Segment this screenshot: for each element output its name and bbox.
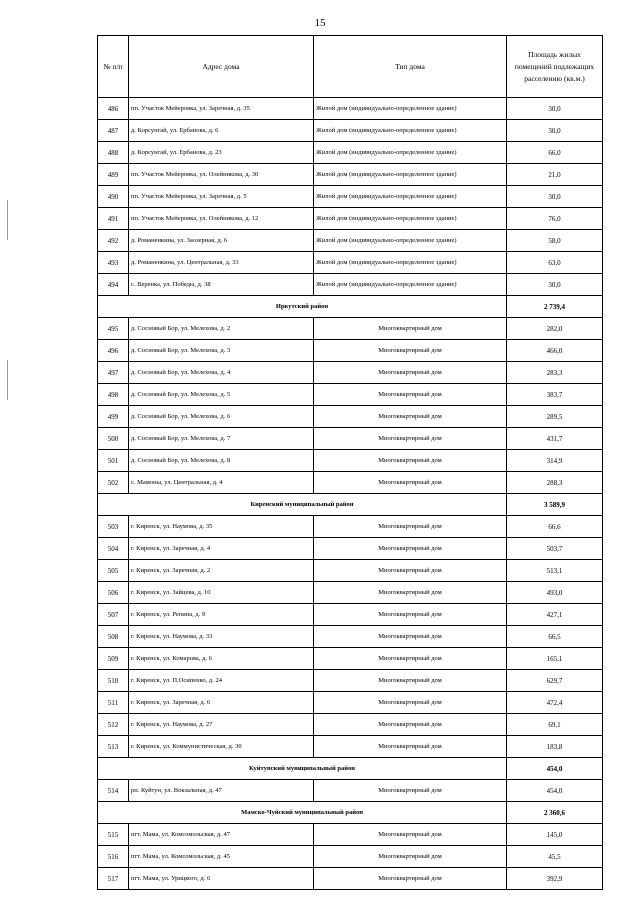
row-area: 45,5 bbox=[507, 846, 603, 868]
row-area: 58,0 bbox=[507, 230, 603, 252]
row-area: 21,0 bbox=[507, 164, 603, 186]
row-type: Жилой дом (индивидуально-определенное здание) bbox=[314, 208, 507, 230]
district-row bbox=[98, 758, 603, 780]
table-row bbox=[98, 450, 603, 472]
row-address: г. Киренск, ул. Наумова, д. 33 bbox=[129, 626, 314, 648]
table-row bbox=[98, 230, 603, 252]
table-row bbox=[98, 472, 603, 494]
table-row bbox=[98, 516, 603, 538]
row-number: 494 bbox=[98, 274, 129, 296]
row-number: 492 bbox=[98, 230, 129, 252]
district-total: 454,0 bbox=[507, 758, 603, 780]
housing-table bbox=[97, 35, 603, 890]
row-type: Многоквартирный дом bbox=[314, 714, 507, 736]
table-row bbox=[98, 98, 603, 120]
table-row bbox=[98, 670, 603, 692]
table-row bbox=[98, 318, 603, 340]
row-type: Многоквартирный дом bbox=[314, 626, 507, 648]
row-area: 503,7 bbox=[507, 538, 603, 560]
row-area: 427,1 bbox=[507, 604, 603, 626]
table-row bbox=[98, 626, 603, 648]
row-address: д. Романенкина, ул. Центральная, д. 33 bbox=[129, 252, 314, 274]
margin-mark bbox=[7, 360, 8, 400]
row-address: пгт. Мама, ул. Урицкого, д. 6 bbox=[129, 868, 314, 890]
district-name: Киренский муниципальный район bbox=[98, 494, 507, 516]
row-type: Многоквартирный дом bbox=[314, 670, 507, 692]
row-address: г. Киренск, ул. Наумова, д. 27 bbox=[129, 714, 314, 736]
row-area: 30,0 bbox=[507, 186, 603, 208]
row-address: д. Корсунгай, ул. Ербанова, д. 6 bbox=[129, 120, 314, 142]
row-area: 66,6 bbox=[507, 516, 603, 538]
row-number: 489 bbox=[98, 164, 129, 186]
row-address: г. Киренск, ул. Наумова, д. 35 bbox=[129, 516, 314, 538]
row-number: 517 bbox=[98, 868, 129, 890]
district-name: Мамско-Чуйский муниципальный район bbox=[98, 802, 507, 824]
row-type: Многоквартирный дом bbox=[314, 538, 507, 560]
row-number: 488 bbox=[98, 142, 129, 164]
row-type: Жилой дом (индивидуально-определенное здание) bbox=[314, 98, 507, 120]
row-area: 183,8 bbox=[507, 736, 603, 758]
row-area: 66,5 bbox=[507, 626, 603, 648]
row-address: г. Киренск, ул. Заречная, д. 6 bbox=[129, 692, 314, 714]
row-number: 498 bbox=[98, 384, 129, 406]
row-area: 472,4 bbox=[507, 692, 603, 714]
row-type: Многоквартирный дом bbox=[314, 428, 507, 450]
row-area: 629,7 bbox=[507, 670, 603, 692]
table-row bbox=[98, 406, 603, 428]
row-address: д. Романенкина, ул. Заозерная, д. 6 bbox=[129, 230, 314, 252]
row-address: г. Киренск, ул. Коммунистическая, д. 30 bbox=[129, 736, 314, 758]
row-type: Многоквартирный дом bbox=[314, 340, 507, 362]
table-row bbox=[98, 340, 603, 362]
row-type: Многоквартирный дом bbox=[314, 472, 507, 494]
row-type: Многоквартирный дом bbox=[314, 824, 507, 846]
row-address: пп. Участок Мейеровка, ул. Заречная, д. 35 bbox=[129, 98, 314, 120]
row-number: 499 bbox=[98, 406, 129, 428]
table-row bbox=[98, 604, 603, 626]
row-number: 503 bbox=[98, 516, 129, 538]
row-address: д. Сосновый Бор, ул. Мелехова, д. 6 bbox=[129, 406, 314, 428]
row-number: 511 bbox=[98, 692, 129, 714]
row-type: Жилой дом (индивидуально-определенное здание) bbox=[314, 252, 507, 274]
table-row bbox=[98, 252, 603, 274]
row-number: 513 bbox=[98, 736, 129, 758]
header-area: Площадь жилых помещений подлежащих расселению (кв.м.) bbox=[507, 36, 603, 98]
row-area: 466,0 bbox=[507, 340, 603, 362]
row-type: Многоквартирный дом bbox=[314, 406, 507, 428]
row-number: 506 bbox=[98, 582, 129, 604]
table-row bbox=[98, 120, 603, 142]
row-type: Многоквартирный дом bbox=[314, 384, 507, 406]
row-address: пгт. Мама, ул. Комсомольская, д. 47 bbox=[129, 824, 314, 846]
district-total: 2 739,4 bbox=[507, 296, 603, 318]
header-num: № п/п bbox=[98, 36, 129, 98]
district-row bbox=[98, 802, 603, 824]
table-row bbox=[98, 274, 603, 296]
row-number: 501 bbox=[98, 450, 129, 472]
district-row bbox=[98, 494, 603, 516]
row-type: Жилой дом (индивидуально-определенное здание) bbox=[314, 164, 507, 186]
row-area: 513,1 bbox=[507, 560, 603, 582]
row-area: 30,0 bbox=[507, 120, 603, 142]
table-row bbox=[98, 582, 603, 604]
table-row bbox=[98, 208, 603, 230]
row-area: 392,9 bbox=[507, 868, 603, 890]
row-number: 512 bbox=[98, 714, 129, 736]
row-area: 282,0 bbox=[507, 318, 603, 340]
row-address: г. Киренск, ул. Комарова, д. 6 bbox=[129, 648, 314, 670]
table-row bbox=[98, 186, 603, 208]
table-row bbox=[98, 868, 603, 890]
row-area: 165,1 bbox=[507, 648, 603, 670]
row-area: 454,0 bbox=[507, 780, 603, 802]
table-row bbox=[98, 824, 603, 846]
row-type: Многоквартирный дом bbox=[314, 560, 507, 582]
row-address: пгт. Мама, ул. Комсомольская, д. 45 bbox=[129, 846, 314, 868]
table-header-row bbox=[98, 36, 603, 98]
row-type: Жилой дом (индивидуально-определенное здание) bbox=[314, 274, 507, 296]
row-address: г. Киренск, ул. Зайцева, д. 10 bbox=[129, 582, 314, 604]
row-address: д. Сосновый Бор, ул. Мелехова, д. 5 bbox=[129, 384, 314, 406]
header-type: Тип дома bbox=[314, 36, 507, 98]
row-area: 30,0 bbox=[507, 274, 603, 296]
row-type: Многоквартирный дом bbox=[314, 582, 507, 604]
row-number: 516 bbox=[98, 846, 129, 868]
district-total: 3 589,9 bbox=[507, 494, 603, 516]
district-name: Куйтунский муниципальный район bbox=[98, 758, 507, 780]
table-row bbox=[98, 142, 603, 164]
row-number: 493 bbox=[98, 252, 129, 274]
row-type: Жилой дом (индивидуально-определенное здание) bbox=[314, 142, 507, 164]
row-type: Жилой дом (индивидуально-определенное здание) bbox=[314, 230, 507, 252]
row-area: 283,3 bbox=[507, 362, 603, 384]
row-number: 508 bbox=[98, 626, 129, 648]
row-area: 30,0 bbox=[507, 98, 603, 120]
table-row bbox=[98, 736, 603, 758]
table-row bbox=[98, 164, 603, 186]
row-number: 505 bbox=[98, 560, 129, 582]
row-address: д. Сосновый Бор, ул. Мелехова, д. 8 bbox=[129, 450, 314, 472]
district-total: 2 360,6 bbox=[507, 802, 603, 824]
row-area: 493,0 bbox=[507, 582, 603, 604]
row-type: Многоквартирный дом bbox=[314, 318, 507, 340]
table-row bbox=[98, 780, 603, 802]
row-number: 496 bbox=[98, 340, 129, 362]
row-address: д. Сосновый Бор, ул. Мелехова, д. 2 bbox=[129, 318, 314, 340]
row-address: д. Сосновый Бор, ул. Мелехова, д. 7 bbox=[129, 428, 314, 450]
row-address: д. Сосновый Бор, ул. Мелехова, д. 4 bbox=[129, 362, 314, 384]
row-number: 507 bbox=[98, 604, 129, 626]
table-row bbox=[98, 384, 603, 406]
row-type: Многоквартирный дом bbox=[314, 868, 507, 890]
row-type: Многоквартирный дом bbox=[314, 604, 507, 626]
page-number: 15 bbox=[314, 17, 326, 29]
row-address: г. Киренск, ул. П.Осипенко, д. 24 bbox=[129, 670, 314, 692]
row-number: 502 bbox=[98, 472, 129, 494]
row-number: 495 bbox=[98, 318, 129, 340]
row-area: 288,3 bbox=[507, 472, 603, 494]
row-type: Многоквартирный дом bbox=[314, 780, 507, 802]
row-type: Жилой дом (индивидуально-определенное здание) bbox=[314, 120, 507, 142]
row-type: Многоквартирный дом bbox=[314, 362, 507, 384]
table-row bbox=[98, 714, 603, 736]
row-area: 76,0 bbox=[507, 208, 603, 230]
table-row bbox=[98, 538, 603, 560]
row-address: пп. Участок Мейеровка, ул. Олейникова, д. 30 bbox=[129, 164, 314, 186]
row-type: Жилой дом (индивидуально-определенное здание) bbox=[314, 186, 507, 208]
row-number: 486 bbox=[98, 98, 129, 120]
row-address: пп. Участок Мейеровка, ул. Заречная, д. 5 bbox=[129, 186, 314, 208]
row-address: д. Корсунгай, ул. Ербанова, д. 23 bbox=[129, 142, 314, 164]
row-area: 63,0 bbox=[507, 252, 603, 274]
row-area: 431,7 bbox=[507, 428, 603, 450]
row-address: г. Киренск, ул. Репина, д. 9 bbox=[129, 604, 314, 626]
row-area: 66,0 bbox=[507, 142, 603, 164]
row-number: 491 bbox=[98, 208, 129, 230]
row-type: Многоквартирный дом bbox=[314, 692, 507, 714]
row-address: пп. Участок Мейеровка, ул. Олейникова, д. 12 bbox=[129, 208, 314, 230]
table-row bbox=[98, 648, 603, 670]
table-body bbox=[98, 98, 603, 890]
row-address: с. Веренка, ул. Победы, д. 38 bbox=[129, 274, 314, 296]
row-number: 490 bbox=[98, 186, 129, 208]
row-number: 497 bbox=[98, 362, 129, 384]
row-type: Многоквартирный дом bbox=[314, 648, 507, 670]
district-name: Иркутский район bbox=[98, 296, 507, 318]
table-row bbox=[98, 692, 603, 714]
row-address: с. Мамоны, ул. Центральная, д. 4 bbox=[129, 472, 314, 494]
row-type: Многоквартирный дом bbox=[314, 450, 507, 472]
row-address: рп. Куйтун, ул. Вокзальная, д. 47 bbox=[129, 780, 314, 802]
table-row bbox=[98, 846, 603, 868]
row-area: 69,1 bbox=[507, 714, 603, 736]
table-row bbox=[98, 428, 603, 450]
row-type: Многоквартирный дом bbox=[314, 736, 507, 758]
header-address: Адрес дома bbox=[129, 36, 314, 98]
row-number: 504 bbox=[98, 538, 129, 560]
table-row bbox=[98, 560, 603, 582]
row-number: 509 bbox=[98, 648, 129, 670]
row-number: 510 bbox=[98, 670, 129, 692]
row-area: 289,5 bbox=[507, 406, 603, 428]
district-row bbox=[98, 296, 603, 318]
row-address: д. Сосновый Бор, ул. Мелехова, д. 3 bbox=[129, 340, 314, 362]
row-number: 487 bbox=[98, 120, 129, 142]
row-area: 314,9 bbox=[507, 450, 603, 472]
row-address: г. Киренск, ул. Заречная, д. 4 bbox=[129, 538, 314, 560]
row-number: 500 bbox=[98, 428, 129, 450]
row-area: 145,0 bbox=[507, 824, 603, 846]
row-type: Многоквартирный дом bbox=[314, 846, 507, 868]
table-row bbox=[98, 362, 603, 384]
margin-mark bbox=[7, 200, 8, 240]
row-number: 514 bbox=[98, 780, 129, 802]
row-number: 515 bbox=[98, 824, 129, 846]
row-area: 383,7 bbox=[507, 384, 603, 406]
row-address: г. Киренск, ул. Заречная, д. 2 bbox=[129, 560, 314, 582]
row-type: Многоквартирный дом bbox=[314, 516, 507, 538]
